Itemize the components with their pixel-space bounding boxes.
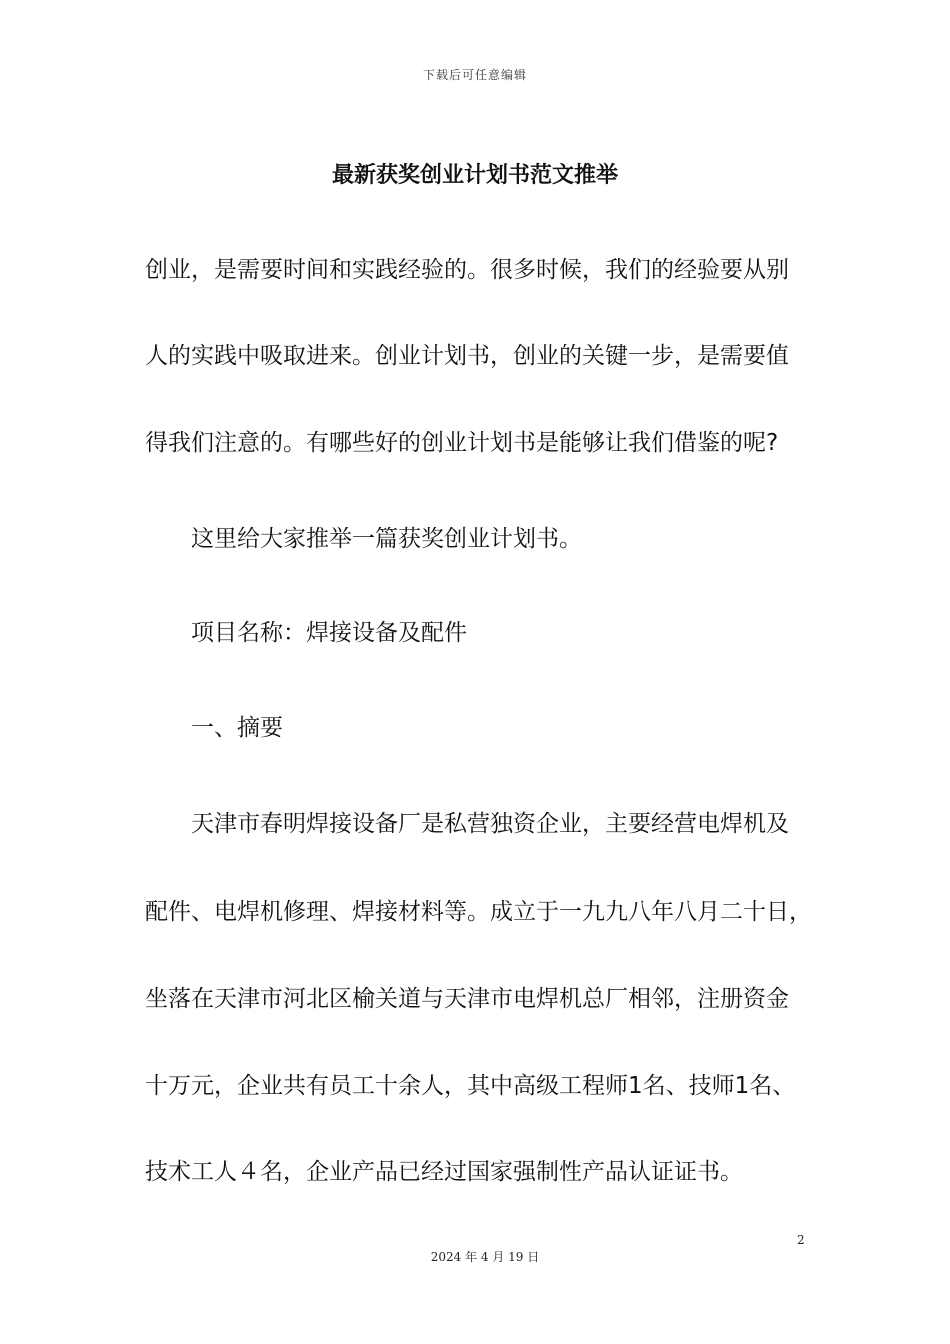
header-note: 下载后可任意编辑 [422, 68, 527, 82]
paragraph-line: 这里给大家推举一篇获奖创业计划书。 [191, 526, 582, 552]
footer-date: 2024 年 4 月 19 日 [430, 1250, 540, 1264]
page-number: 2 [797, 1233, 805, 1247]
paragraph-line: 天津市春明焊接设备厂是私营独资企业，主要经营电焊机及 [191, 811, 789, 837]
paragraph-line: 坐落在天津市河北区榆关道与天津市电焊机总厂相邻，注册资金 [145, 986, 789, 1012]
paragraph-line: 人的实践中吸取进来。创业计划书，创业的关键一步，是需要值 [145, 343, 789, 369]
paragraph-line: 得我们注意的。有哪些好的创业计划书是能够让我们借鉴的呢? [145, 430, 779, 456]
paragraph-line: 创业，是需要时间和实践经验的。很多时候，我们的经验要从别 [145, 257, 789, 283]
paragraph-line: 技术工人４名，企业产品已经过国家强制性产品认证证书。 [145, 1159, 743, 1185]
paragraph-line: 十万元，企业共有员工十余人，其中高级工程师1名、技师1名、 [145, 1073, 796, 1099]
project-name-line: 项目名称：焊接设备及配件 [191, 620, 467, 646]
document-title: 最新获奖创业计划书范文推举 [331, 163, 618, 188]
paragraph-line: 配件、电焊机修理、焊接材料等。成立于一九九八年八月二十日， [145, 899, 812, 925]
section-heading: 一、摘要 [191, 715, 283, 741]
